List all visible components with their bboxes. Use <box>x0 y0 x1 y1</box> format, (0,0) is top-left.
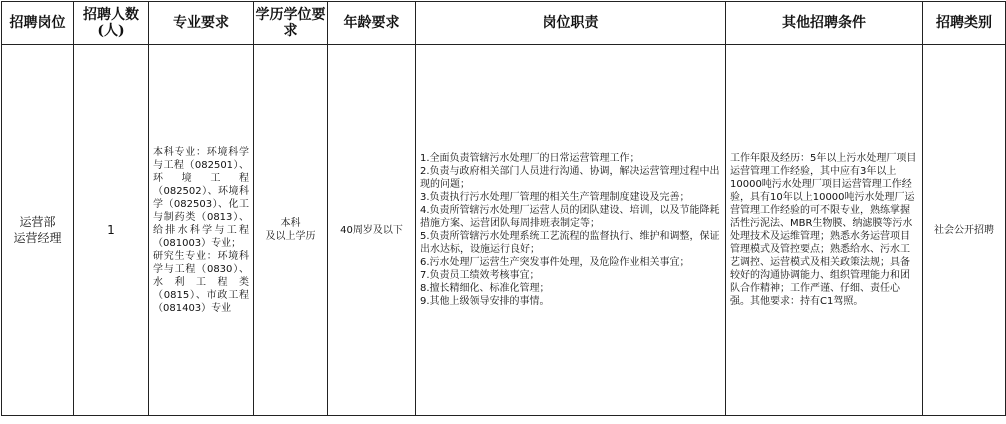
position-title: 运营经理 <box>13 231 62 245</box>
duty-item: 6.污水处理厂运营生产突发事件处理，及危险作业相关事宜； <box>420 257 690 268</box>
count-cell: 1 <box>74 45 149 416</box>
header-degree: 学历学位要求 <box>254 2 328 45</box>
age-cell: 40周岁及以下 <box>328 45 416 416</box>
header-count: 招聘人数(人) <box>74 2 149 45</box>
duty-item: 1.全面负责管辖污水处理厂的日常运营管理工作； <box>420 153 640 164</box>
major-grad: 研究生专业：环境科学与工程（0830）、水利工程类（0815）、市政工程（081403）专业 <box>153 250 249 314</box>
category-cell: 社会公开招聘 <box>923 45 1006 416</box>
duty-item: 8.擅长精细化、标准化管理； <box>420 283 550 294</box>
header-category: 招聘类别 <box>923 2 1006 45</box>
table-row <box>2 45 1006 416</box>
duty-item: 2.负责与政府相关部门人员进行沟通、协调，解决运营管理过程中出现的问题； <box>420 166 720 190</box>
major-cell <box>149 45 254 416</box>
major-undergrad: 本科专业：环境科学与工程（082501）、环境工程（082502）、环境科学（082503）、化工与制药类（0813）、给排水科学与工程（081003）专业； <box>153 146 249 249</box>
position-cell <box>2 45 74 416</box>
degree-line1: 本科 <box>280 218 301 229</box>
other-conditions-cell: 工作年限及经历：5年以上污水处理厂项目运营管理工作经验，其中应有3年以上10000吨污水处理厂项目运营管理工作经验，具有10年以上10000吨污水处理厂运营管理工作经验的可不限专业，熟练掌握活性污泥法、MBR生物膜、纳滤膜等污水处理技术及运维管理；熟悉水务运营项目管理模式及管控要点；熟悉给水、污水工艺调控、运营模式及相关政策法规；具备较好的沟通协调能力、组织管理能力和团队合作精神；工作严谨、仔细、责任心强。其他要求：持有C1驾照。 <box>726 45 923 416</box>
header-major: 专业要求 <box>149 2 254 45</box>
degree-cell <box>254 45 328 416</box>
duty-item: 7.负责员工绩效考核事宜； <box>420 270 540 281</box>
duty-item: 5.负责所管辖污水处理系统工艺流程的监督执行、维护和调整，保证出水达标，设施运行良好； <box>420 231 720 255</box>
recruitment-table <box>1 1 1006 416</box>
duty-item: 3.负责执行污水处理厂管理的相关生产管理制度建设及完善； <box>420 192 690 203</box>
header-other-conditions: 其他招聘条件 <box>726 2 923 45</box>
duty-item: 9.其他上级领导安排的事情。 <box>420 296 550 307</box>
degree-line2: 及以上学历 <box>265 231 316 242</box>
header-age: 年龄要求 <box>328 2 416 45</box>
position-dept: 运营部 <box>19 215 56 229</box>
duties-cell <box>416 45 726 416</box>
duty-item: 4.负责所管辖污水处理厂运营人员的团队建设、培训，以及节能降耗措施方案、运营团队每周排班表制定等； <box>420 205 720 229</box>
header-position: 招聘岗位 <box>2 2 74 45</box>
header-row <box>2 2 1006 45</box>
header-duties: 岗位职责 <box>416 2 726 45</box>
